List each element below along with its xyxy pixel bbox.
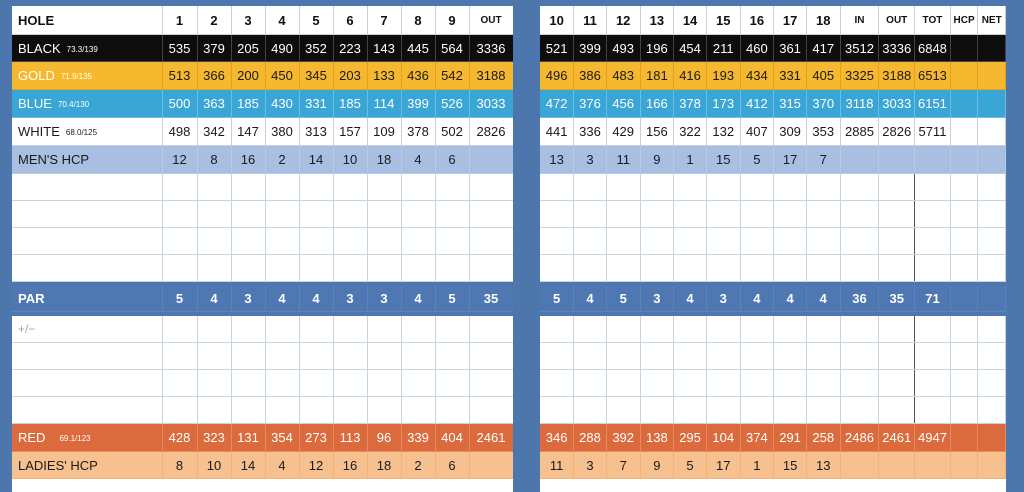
- yardage: 114: [367, 90, 401, 118]
- hcp-value: 13: [806, 452, 840, 479]
- yardage: 490: [265, 35, 299, 62]
- score-row[interactable]: [12, 174, 513, 201]
- yardage: 109: [367, 118, 401, 146]
- hcp-value: 15: [774, 452, 807, 479]
- yardage: 352: [299, 35, 333, 62]
- white-tee-row: [540, 118, 1006, 146]
- score-row[interactable]: [12, 228, 513, 255]
- hole-number: 15: [706, 6, 740, 35]
- yardage: 205: [231, 35, 265, 62]
- yardage: 223: [333, 35, 367, 62]
- yardage: 156: [640, 118, 674, 146]
- yardage: 313: [299, 118, 333, 146]
- black-tee-row: [12, 35, 513, 62]
- hcp-value: 8: [197, 146, 231, 174]
- score-row[interactable]: [12, 255, 513, 282]
- yardage: 196: [640, 35, 674, 62]
- tot-total: 6848: [915, 35, 951, 62]
- ladies-hcp-label: LADIES' HCP: [12, 452, 162, 479]
- yardage: 392: [606, 424, 640, 452]
- par-value: 4: [806, 286, 840, 312]
- yardage: 441: [540, 118, 574, 146]
- tee-rating: 70.4/130: [57, 100, 90, 109]
- yardage: 429: [606, 118, 640, 146]
- hcp-value: 4: [265, 452, 299, 479]
- yardage: 363: [197, 90, 231, 118]
- hole-number: 12: [606, 6, 640, 35]
- yardage: 203: [333, 62, 367, 90]
- score-row[interactable]: [540, 316, 1006, 343]
- score-row[interactable]: [12, 343, 513, 370]
- yardage: 379: [197, 35, 231, 62]
- tee-name: WHITE: [18, 124, 60, 139]
- yardage: 309: [774, 118, 807, 146]
- hole-number: 3: [231, 6, 265, 35]
- yardage: 185: [231, 90, 265, 118]
- yardage: 483: [606, 62, 640, 90]
- front-nine-scorecard: [12, 6, 513, 492]
- par-out-total: 35: [469, 286, 513, 312]
- yardage: 336: [574, 118, 607, 146]
- par-value: 5: [162, 286, 197, 312]
- yardage: 450: [265, 62, 299, 90]
- yardage: 416: [674, 62, 707, 90]
- in-label: IN: [840, 6, 879, 35]
- yardage: 564: [435, 35, 469, 62]
- hcp-value: 5: [740, 146, 774, 174]
- hcp-value: 1: [740, 452, 774, 479]
- ladies-hcp-row: [540, 452, 1006, 479]
- yardage: 526: [435, 90, 469, 118]
- hcp-value: 17: [774, 146, 807, 174]
- out-total: 3033: [469, 90, 513, 118]
- hole-number: 11: [574, 6, 607, 35]
- hole-number: 8: [401, 6, 435, 35]
- hcp-label: HCP: [950, 6, 978, 35]
- hcp-value: 3: [574, 146, 607, 174]
- par-value: 3: [640, 286, 674, 312]
- yardage: 434: [740, 62, 774, 90]
- hole-number: 9: [435, 6, 469, 35]
- hole-number-row: [12, 6, 513, 35]
- hcp-value: 10: [197, 452, 231, 479]
- yardage: 173: [706, 90, 740, 118]
- blue-tee-row: [540, 90, 1006, 118]
- plus-minus-row[interactable]: [12, 316, 513, 343]
- par-row: [540, 286, 1006, 312]
- par-value: 5: [606, 286, 640, 312]
- hole-number: 1: [162, 6, 197, 35]
- tot-label: TOT: [915, 6, 951, 35]
- hcp-value: 10: [333, 146, 367, 174]
- yardage: 353: [806, 118, 840, 146]
- yardage: 417: [806, 35, 840, 62]
- hcp-value: 16: [333, 452, 367, 479]
- yardage: 386: [574, 62, 607, 90]
- hcp-value: 2: [265, 146, 299, 174]
- par-value: 4: [574, 286, 607, 312]
- par-value: 5: [435, 286, 469, 312]
- yardage: 345: [299, 62, 333, 90]
- score-row[interactable]: [540, 255, 1006, 282]
- out-total: 3336: [879, 35, 915, 62]
- tee-name: RED: [18, 430, 46, 445]
- yardage: 366: [197, 62, 231, 90]
- yardage: 399: [401, 90, 435, 118]
- yardage: 430: [265, 90, 299, 118]
- hole-number: 5: [299, 6, 333, 35]
- yardage: 143: [367, 35, 401, 62]
- front-nine-table: [12, 6, 513, 479]
- hole-number: 16: [740, 6, 774, 35]
- hole-number: 10: [540, 6, 574, 35]
- yardage: 200: [231, 62, 265, 90]
- yardage: 370: [806, 90, 840, 118]
- hcp-value: 8: [162, 452, 197, 479]
- par-row: [12, 286, 513, 312]
- hole-number-row: [540, 6, 1006, 35]
- yardage: 104: [706, 424, 740, 452]
- blue-tee-row: [12, 90, 513, 118]
- back-nine-table: [540, 6, 1006, 479]
- yardage: 502: [435, 118, 469, 146]
- in-total: 2486: [840, 424, 879, 452]
- out-label: OUT: [469, 6, 513, 35]
- gold-tee-row: [12, 62, 513, 90]
- yardage: 460: [740, 35, 774, 62]
- hcp-value: 1: [674, 146, 707, 174]
- tee-rating: 68.0/125: [65, 128, 98, 137]
- yardage: 138: [640, 424, 674, 452]
- yardage: 361: [774, 35, 807, 62]
- hcp-value: 12: [299, 452, 333, 479]
- mens-hcp-label: MEN'S HCP: [12, 146, 162, 174]
- yardage: 322: [674, 118, 707, 146]
- out-total: 2461: [879, 424, 915, 452]
- yardage: 185: [333, 90, 367, 118]
- yardage: 132: [706, 118, 740, 146]
- hcp-value: 6: [435, 452, 469, 479]
- hcp-value: 16: [231, 146, 265, 174]
- out-total: 3336: [469, 35, 513, 62]
- gold-tee-row: [540, 62, 1006, 90]
- red-tee-row: [12, 424, 513, 452]
- yardage: 295: [674, 424, 707, 452]
- score-row[interactable]: [540, 343, 1006, 370]
- yardage: 436: [401, 62, 435, 90]
- score-row[interactable]: [12, 201, 513, 228]
- yardage: 331: [299, 90, 333, 118]
- in-total: 2885: [840, 118, 879, 146]
- yardage: 412: [740, 90, 774, 118]
- yardage: 496: [540, 62, 574, 90]
- black-tee-row: [540, 35, 1006, 62]
- hcp-value: 11: [540, 452, 574, 479]
- yardage: 342: [197, 118, 231, 146]
- tee-rating: 73.3/139: [66, 44, 98, 54]
- yardage: 166: [640, 90, 674, 118]
- yardage: 354: [265, 424, 299, 452]
- yardage: 498: [162, 118, 197, 146]
- hcp-value: 2: [401, 452, 435, 479]
- yardage: 535: [162, 35, 197, 62]
- hole-number: 14: [674, 6, 707, 35]
- tee-name: BLACK: [18, 40, 61, 56]
- par-value: 4: [299, 286, 333, 312]
- yardage: 181: [640, 62, 674, 90]
- out-label: OUT: [879, 6, 915, 35]
- par-value: 4: [265, 286, 299, 312]
- tot-total: 4947: [915, 424, 951, 452]
- hcp-value: 18: [367, 452, 401, 479]
- mens-hcp-row: [540, 146, 1006, 174]
- par-label: PAR: [12, 286, 162, 312]
- par-tot-total: 71: [915, 286, 951, 312]
- yardage: 288: [574, 424, 607, 452]
- yardage: 331: [774, 62, 807, 90]
- score-row[interactable]: [540, 228, 1006, 255]
- par-value: 4: [774, 286, 807, 312]
- tee-rating: 71.9/135: [60, 72, 92, 81]
- hcp-value: 3: [574, 452, 607, 479]
- yardage: 405: [806, 62, 840, 90]
- score-row[interactable]: [540, 174, 1006, 201]
- tot-total: 6151: [915, 90, 951, 118]
- yardage: 407: [740, 118, 774, 146]
- in-total: 3118: [840, 90, 879, 118]
- yardage: 346: [540, 424, 574, 452]
- hcp-value: 14: [231, 452, 265, 479]
- yardage: 456: [606, 90, 640, 118]
- hole-number: 13: [640, 6, 674, 35]
- tee-name: BLUE: [18, 96, 52, 111]
- yardage: 404: [435, 424, 469, 452]
- score-row[interactable]: [540, 370, 1006, 397]
- ladies-hcp-row: [12, 452, 513, 479]
- mens-hcp-row: [12, 146, 513, 174]
- in-total: 3512: [840, 35, 879, 62]
- yardage: 376: [574, 90, 607, 118]
- par-value: 5: [540, 286, 574, 312]
- score-row[interactable]: [540, 201, 1006, 228]
- hcp-value: 6: [435, 146, 469, 174]
- yardage: 454: [674, 35, 707, 62]
- score-row[interactable]: [12, 397, 513, 424]
- yardage: 131: [231, 424, 265, 452]
- par-in-total: 36: [840, 286, 879, 312]
- par-out-total: 35: [879, 286, 915, 312]
- yardage: 291: [774, 424, 807, 452]
- yardage: 323: [197, 424, 231, 452]
- yardage: 399: [574, 35, 607, 62]
- hcp-value: 18: [367, 146, 401, 174]
- hcp-value: 15: [706, 146, 740, 174]
- yardage: 445: [401, 35, 435, 62]
- score-row[interactable]: [540, 397, 1006, 424]
- yardage: 258: [806, 424, 840, 452]
- yardage: 157: [333, 118, 367, 146]
- hcp-value: 11: [606, 146, 640, 174]
- hole-number: 17: [774, 6, 807, 35]
- par-value: 4: [401, 286, 435, 312]
- par-value: 3: [333, 286, 367, 312]
- hole-number: 2: [197, 6, 231, 35]
- par-value: 3: [367, 286, 401, 312]
- hole-number: 6: [333, 6, 367, 35]
- par-value: 3: [231, 286, 265, 312]
- yardage: 378: [401, 118, 435, 146]
- out-total: 3188: [879, 62, 915, 90]
- yardage: 273: [299, 424, 333, 452]
- yardage: 133: [367, 62, 401, 90]
- yardage: 428: [162, 424, 197, 452]
- yardage: 493: [606, 35, 640, 62]
- yardage: 96: [367, 424, 401, 452]
- out-total: 2826: [469, 118, 513, 146]
- yardage: 500: [162, 90, 197, 118]
- yardage: 472: [540, 90, 574, 118]
- hcp-value: 7: [806, 146, 840, 174]
- hcp-value: 5: [674, 452, 707, 479]
- yardage: 374: [740, 424, 774, 452]
- tee-rating: 69.1/123: [59, 434, 91, 443]
- plus-minus-label: +/−: [12, 316, 162, 343]
- par-value: 4: [674, 286, 707, 312]
- yardage: 193: [706, 62, 740, 90]
- par-value: 4: [197, 286, 231, 312]
- out-total: 2461: [469, 424, 513, 452]
- hcp-value: 13: [540, 146, 574, 174]
- tee-name: GOLD: [18, 68, 55, 83]
- hcp-value: 4: [401, 146, 435, 174]
- hcp-value: 9: [640, 452, 674, 479]
- yardage: 113: [333, 424, 367, 452]
- red-tee-row: [540, 424, 1006, 452]
- hcp-value: 7: [606, 452, 640, 479]
- par-value: 4: [740, 286, 774, 312]
- out-total: 2826: [879, 118, 915, 146]
- yardage: 378: [674, 90, 707, 118]
- yardage: 542: [435, 62, 469, 90]
- hole-number: 18: [806, 6, 840, 35]
- hole-number: 7: [367, 6, 401, 35]
- hcp-value: 9: [640, 146, 674, 174]
- in-total: 3325: [840, 62, 879, 90]
- hole-label: HOLE: [12, 6, 162, 35]
- net-label: NET: [978, 6, 1006, 35]
- tot-total: 5711: [915, 118, 951, 146]
- yardage: 315: [774, 90, 807, 118]
- yardage: 521: [540, 35, 574, 62]
- hcp-value: 17: [706, 452, 740, 479]
- yardage: 211: [706, 35, 740, 62]
- white-tee-row: [12, 118, 513, 146]
- yardage: 339: [401, 424, 435, 452]
- score-row[interactable]: [12, 370, 513, 397]
- out-total: 3188: [469, 62, 513, 90]
- out-total: 3033: [879, 90, 915, 118]
- yardage: 380: [265, 118, 299, 146]
- par-value: 3: [706, 286, 740, 312]
- yardage: 513: [162, 62, 197, 90]
- yardage: 147: [231, 118, 265, 146]
- hcp-value: 12: [162, 146, 197, 174]
- back-nine-scorecard: [540, 6, 1006, 492]
- hole-number: 4: [265, 6, 299, 35]
- tot-total: 6513: [915, 62, 951, 90]
- hcp-value: 14: [299, 146, 333, 174]
